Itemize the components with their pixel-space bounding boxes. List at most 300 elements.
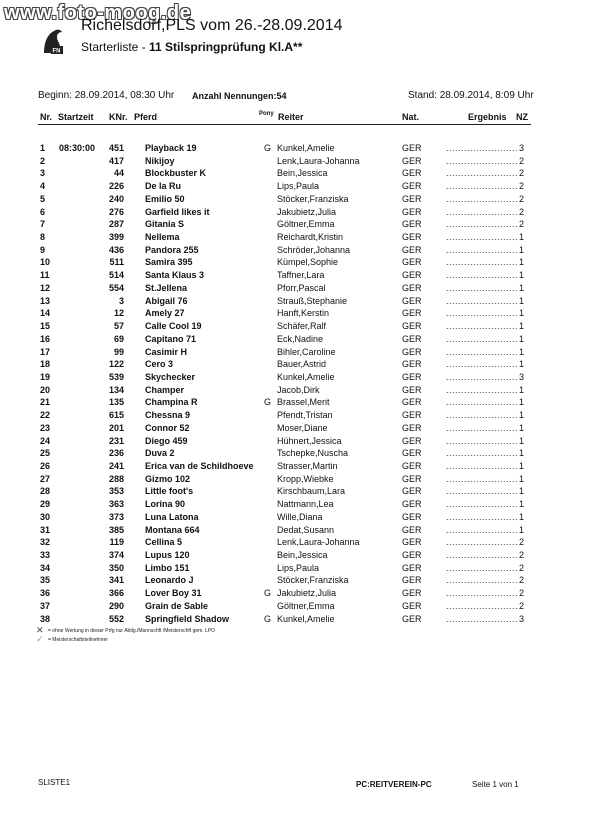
row-result: ........................: [446, 295, 519, 306]
row-knr: 69: [113, 333, 124, 344]
row-rider: Göltner,Emma: [277, 219, 335, 230]
start-time-info: Beginn: 28.09.2014, 08:30 Uhr: [38, 90, 175, 101]
row-nation: GER: [402, 448, 422, 459]
table-row: [0, 385, 596, 398]
row-rider: Lips,Paula: [277, 181, 320, 192]
row-nr: 8: [40, 232, 46, 243]
row-nation: GER: [402, 613, 422, 624]
page-subtitle: [81, 40, 302, 54]
row-nr: 13: [40, 295, 51, 306]
row-rider: Stöcker,Franziska: [277, 575, 349, 586]
row-rider: Bihler,Caroline: [277, 346, 336, 357]
row-rider: Hühnert,Jessica: [277, 435, 342, 446]
row-nation: GER: [402, 588, 422, 599]
row-nr: 28: [40, 486, 51, 497]
row-nr: 2: [40, 155, 46, 166]
row-rider: Kropp,Wiebke: [277, 473, 334, 484]
row-knr: 385: [108, 524, 124, 535]
row-nz: 1: [519, 397, 525, 408]
row-result: ........................: [446, 359, 519, 370]
row-nation: GER: [402, 270, 422, 281]
row-nr: 18: [40, 359, 51, 370]
row-knr: 240: [108, 193, 124, 204]
row-horse: Montana 664: [145, 524, 200, 535]
row-knr: 451: [108, 143, 124, 153]
row-nr: 21: [40, 397, 51, 408]
row-nr: 12: [40, 282, 51, 293]
row-nation: GER: [402, 397, 422, 408]
row-nr: 25: [40, 448, 51, 459]
row-nz: 3: [519, 143, 525, 153]
row-nation: GER: [402, 359, 422, 370]
row-nation: GER: [402, 550, 422, 561]
row-rider: Jakubietz,Julia: [277, 206, 337, 217]
row-knr: 119: [109, 537, 124, 548]
row-result: ........................: [446, 410, 519, 421]
row-result: ........................: [446, 282, 519, 293]
row-nation: GER: [402, 435, 422, 446]
logo-fn-text: FN: [52, 48, 61, 55]
row-rider: Strasser,Martin: [277, 461, 338, 471]
row-horse: Samira 395: [145, 257, 193, 268]
row-result: ........................: [446, 550, 519, 561]
row-horse: Pandora 255: [145, 244, 199, 255]
row-nz: 1: [519, 321, 525, 332]
row-result: ........................: [446, 511, 519, 522]
row-rider: Pfendt,Tristan: [277, 410, 333, 421]
watermark-text: www.foto-moog.de: [4, 2, 192, 24]
checkmark-icon: ✓: [36, 634, 44, 644]
row-nr: 1: [40, 143, 46, 153]
row-nr: 5: [40, 193, 46, 204]
row-horse: Gitania S: [145, 219, 185, 230]
row-horse: Garfield likes it: [145, 206, 210, 217]
row-knr: 363: [108, 499, 124, 510]
row-rider: Pforr,Pascal: [277, 282, 326, 293]
row-nz: 1: [519, 511, 525, 522]
row-knr: 12: [113, 308, 124, 319]
row-nr: 4: [40, 181, 46, 192]
table-row: [0, 512, 596, 525]
row-result: ........................: [446, 575, 519, 586]
row-horse: St.Jellena: [145, 282, 188, 293]
footer-page-number: Seite 1 von 1: [472, 780, 519, 789]
row-rider: Schröder,Johanna: [277, 244, 351, 255]
row-rider: Bein,Jessica: [277, 550, 328, 561]
row-nation: GER: [402, 486, 422, 497]
row-nation: GER: [402, 308, 422, 319]
row-result: ........................: [446, 562, 519, 573]
legend-championship: = Meisterschaftsteilnehmer: [48, 637, 108, 643]
table-row: [0, 588, 596, 601]
fn-horse-logo-icon: [40, 27, 64, 55]
row-nation: GER: [402, 257, 422, 268]
row-nz: 2: [519, 206, 525, 217]
row-rider: Lenk,Laura-Johanna: [277, 537, 360, 548]
row-result: ........................: [446, 219, 519, 230]
row-nation: GER: [402, 168, 422, 179]
row-nr: 11: [40, 270, 50, 281]
row-result: ........................: [446, 473, 519, 484]
row-g-flag: G: [264, 588, 272, 599]
row-knr: 226: [108, 181, 124, 192]
row-nz: 1: [519, 410, 525, 421]
table-row: [0, 143, 596, 156]
row-rider: Kirschbaum,Lara: [277, 486, 346, 497]
row-nz: 2: [519, 155, 525, 166]
row-nr: 15: [40, 321, 51, 332]
row-knr: 287: [108, 219, 124, 230]
row-nz: 1: [519, 308, 525, 319]
row-nz: 1: [519, 244, 525, 255]
row-nz: 1: [519, 448, 525, 459]
row-rider: Taffner,Lara: [277, 270, 325, 281]
row-nation: GER: [402, 321, 422, 332]
row-horse: Cero 3: [145, 359, 174, 370]
row-nz: 1: [519, 384, 525, 395]
row-rider: Bein,Jessica: [277, 168, 328, 179]
row-nation: GER: [402, 295, 422, 306]
row-horse: Capitano 71: [145, 333, 197, 344]
table-row: [0, 359, 596, 372]
row-nation: GER: [402, 575, 422, 586]
row-result: ........................: [446, 371, 519, 382]
col-header-pony: Pony: [259, 111, 274, 117]
table-row: [0, 486, 596, 499]
table-row: [0, 563, 596, 576]
row-nz: 2: [519, 588, 525, 599]
row-nation: GER: [402, 371, 422, 382]
row-horse: Little foot's: [145, 486, 194, 497]
row-knr: 417: [108, 155, 124, 166]
row-horse: Casimir H: [145, 346, 188, 357]
row-result: ........................: [446, 346, 519, 357]
row-horse: Duva 2: [145, 448, 175, 459]
row-nation: GER: [402, 232, 422, 243]
row-rider: Hanft,Kerstin: [277, 308, 330, 319]
row-result: ........................: [446, 308, 519, 319]
row-knr: 241: [108, 461, 124, 471]
row-nr: 17: [40, 346, 51, 357]
row-nr: 9: [40, 244, 46, 255]
row-nz: 1: [519, 346, 525, 357]
row-rider: Moser,Diane: [277, 422, 328, 433]
row-horse: Playback 19: [145, 143, 197, 153]
row-nr: 34: [40, 562, 51, 573]
row-nation: GER: [402, 524, 422, 535]
row-nz: 1: [519, 473, 525, 484]
row-rider: Tschepke,Nuscha: [277, 448, 349, 459]
row-nation: GER: [402, 600, 422, 611]
row-result: ........................: [446, 232, 519, 243]
row-horse: Grain de Sable: [145, 600, 209, 611]
row-nation: GER: [402, 422, 422, 433]
row-nation: GER: [402, 219, 422, 230]
row-nz: 1: [519, 270, 525, 281]
row-nation: GER: [402, 562, 422, 573]
row-rider: Bauer,Astrid: [277, 359, 327, 370]
entries-count: Anzahl Nennungen:54: [192, 91, 287, 101]
table-row: [0, 232, 596, 245]
row-result: ........................: [446, 270, 519, 281]
row-knr: 514: [108, 270, 124, 281]
table-row: [0, 537, 596, 550]
footer-report-id: SLISTE1: [38, 778, 71, 787]
row-horse: Nikijoy: [145, 155, 175, 166]
row-result: ........................: [446, 143, 519, 153]
row-knr: 44: [113, 168, 124, 179]
table-row: [0, 448, 596, 461]
row-horse: Blockbuster K: [145, 168, 207, 179]
table-row: [0, 461, 596, 474]
row-result: ........................: [446, 257, 519, 268]
row-nz: 1: [519, 499, 525, 510]
row-nz: 2: [519, 181, 525, 192]
row-rider: Kunkel,Amelie: [277, 613, 335, 624]
row-nation: GER: [402, 384, 422, 395]
row-nr: 7: [40, 219, 46, 230]
row-horse: Connor 52: [145, 422, 190, 433]
row-horse: Cellina 5: [145, 537, 183, 548]
row-knr: 511: [109, 257, 124, 268]
row-nr: 37: [40, 600, 51, 611]
row-nation: GER: [402, 511, 422, 522]
table-row: [0, 550, 596, 563]
row-nz: 1: [519, 257, 525, 268]
row-horse: Skychecker: [145, 371, 196, 382]
row-nz: 1: [519, 282, 525, 293]
table-row: [0, 181, 596, 194]
row-result: ........................: [446, 384, 519, 395]
row-nz: 2: [519, 550, 525, 561]
table-row: [0, 270, 596, 283]
row-start-time: 08:30:00: [59, 143, 96, 153]
row-rider: Nattmann,Lea: [277, 499, 334, 510]
row-nation: GER: [402, 346, 422, 357]
row-rider: Dedat,Susann: [277, 524, 335, 535]
row-horse: Champer: [145, 384, 185, 395]
row-horse: Emilio 50: [145, 193, 185, 204]
footer-computer: PC:REITVEREIN-PC: [356, 780, 432, 789]
row-nr: 36: [40, 588, 51, 599]
row-knr: 539: [108, 371, 124, 382]
table-row: [0, 168, 596, 181]
row-knr: 436: [108, 244, 124, 255]
row-knr: 134: [108, 384, 124, 395]
row-knr: 276: [108, 206, 124, 217]
row-nation: GER: [402, 282, 422, 293]
row-knr: 135: [108, 397, 124, 408]
row-result: ........................: [446, 155, 519, 166]
row-rider: Jacob,Dirk: [277, 384, 320, 395]
row-rider: Jakubietz,Julia: [277, 588, 337, 599]
row-knr: 57: [113, 321, 124, 332]
row-nation: GER: [402, 410, 422, 421]
table-row: [0, 525, 596, 538]
row-result: ........................: [446, 448, 519, 459]
col-header-ergebnis: Ergebnis: [468, 112, 507, 122]
col-header-nr: Nr.: [40, 112, 53, 122]
row-nr: 20: [40, 384, 51, 395]
row-nr: 6: [40, 206, 46, 217]
row-result: ........................: [446, 613, 519, 624]
table-row: [0, 156, 596, 169]
row-horse: Champina R: [145, 397, 198, 408]
row-knr: 236: [108, 448, 124, 459]
row-nr: 16: [40, 333, 51, 344]
row-knr: 374: [108, 550, 124, 561]
row-horse: Amely 27: [145, 308, 185, 319]
table-row: [0, 194, 596, 207]
row-nr: 29: [40, 499, 51, 510]
row-result: ........................: [446, 486, 519, 497]
row-knr: 554: [108, 282, 124, 293]
table-row: [0, 410, 596, 423]
table-row: [0, 257, 596, 270]
row-nz: 3: [519, 371, 525, 382]
table-row: [0, 575, 596, 588]
row-knr: 290: [108, 600, 124, 611]
row-horse: Erica van de Schildhoeve: [145, 461, 254, 471]
row-nation: GER: [402, 461, 422, 471]
row-result: ........................: [446, 600, 519, 611]
row-horse: Lupus 120: [145, 550, 190, 561]
table-row: [0, 397, 596, 410]
row-rider: Göltner,Emma: [277, 600, 335, 611]
subtitle-prefix: Starterliste -: [81, 40, 150, 54]
row-nation: GER: [402, 143, 422, 153]
row-result: ........................: [446, 499, 519, 510]
row-horse: Springfield Shadow: [145, 613, 230, 624]
row-nr: 35: [40, 575, 51, 586]
row-nation: GER: [402, 499, 422, 510]
row-rider: Stöcker,Franziska: [277, 193, 349, 204]
table-row: [0, 207, 596, 220]
row-nation: GER: [402, 206, 422, 217]
row-knr: 341: [108, 575, 124, 586]
row-nation: GER: [402, 333, 422, 344]
table-row: [0, 283, 596, 296]
row-result: ........................: [446, 397, 519, 408]
row-horse: Limbo 151: [145, 562, 190, 573]
row-nz: 1: [519, 524, 525, 535]
row-result: ........................: [446, 422, 519, 433]
row-nr: 26: [40, 461, 51, 471]
row-result: ........................: [446, 168, 519, 179]
table-row: [0, 347, 596, 360]
row-g-flag: G: [264, 613, 272, 624]
row-knr: 99: [113, 346, 124, 357]
row-rider: Reichardt,Kristin: [277, 232, 344, 243]
row-nr: 3: [40, 168, 46, 179]
table-row: [0, 308, 596, 321]
row-rider: Lips,Paula: [277, 562, 320, 573]
row-nz: 3: [519, 613, 525, 624]
row-nr: 22: [40, 410, 51, 421]
row-horse: Leonardo J: [145, 575, 194, 586]
subtitle-competition: 11 Stilspringprüfung Kl.A**: [149, 40, 303, 54]
row-horse: Calle Cool 19: [145, 321, 202, 332]
row-horse: Santa Klaus 3: [145, 270, 205, 281]
row-result: ........................: [446, 435, 519, 446]
row-result: ........................: [446, 537, 519, 548]
row-nation: GER: [402, 155, 422, 166]
cross-mark-icon: ✕: [36, 625, 44, 635]
row-horse: Lover Boy 31: [145, 588, 202, 599]
col-header-startzeit: Startzeit: [58, 112, 94, 122]
row-nz: 1: [519, 295, 525, 306]
row-nz: 2: [519, 168, 525, 179]
row-horse: Luna Latona: [145, 511, 199, 522]
table-row: [0, 219, 596, 232]
row-horse: De la Ru: [145, 181, 182, 192]
table-row: [0, 321, 596, 334]
row-knr: 201: [108, 422, 124, 433]
row-rider: Lenk,Laura-Johanna: [277, 155, 360, 166]
row-nr: 30: [40, 511, 51, 522]
col-header-reiter: Reiter: [278, 112, 304, 122]
row-nz: 2: [519, 537, 525, 548]
row-rider: Schäfer,Ralf: [277, 321, 327, 332]
table-row: [0, 245, 596, 258]
row-nr: 38: [40, 613, 51, 624]
row-nr: 19: [40, 371, 51, 382]
col-header-nat: Nat.: [402, 112, 420, 122]
row-nz: 2: [519, 562, 525, 573]
legend-no-rating: = ohne Wertung in dieser Prfg nur Abtlg./Mannschft /Meisterschft gem. LPO: [48, 628, 216, 634]
row-g-flag: G: [264, 143, 272, 153]
row-result: ........................: [446, 193, 519, 204]
row-knr: 3: [118, 295, 124, 306]
row-horse: Lorina 90: [145, 499, 186, 510]
row-nz: 1: [519, 359, 525, 370]
row-result: ........................: [446, 244, 519, 255]
row-rider: Kunkel,Amelie: [277, 143, 335, 153]
header-divider: [38, 124, 531, 125]
row-nr: 31: [40, 524, 51, 535]
row-result: ........................: [446, 206, 519, 217]
table-row: [0, 474, 596, 487]
row-result: ........................: [446, 524, 519, 535]
row-horse: Abigail 76: [145, 295, 188, 306]
row-nr: 24: [40, 435, 51, 446]
row-nz: 2: [519, 219, 525, 230]
row-nation: GER: [402, 473, 422, 484]
row-horse: Nellema: [145, 232, 180, 243]
row-result: ........................: [446, 181, 519, 192]
row-rider: Kunkel,Amelie: [277, 371, 335, 382]
row-horse: Gizmo 102: [145, 473, 191, 484]
row-nr: 32: [40, 537, 51, 548]
col-header-nz: NZ: [516, 112, 528, 122]
row-nz: 1: [519, 422, 525, 433]
col-header-knr: KNr.: [109, 112, 128, 122]
row-nz: 2: [519, 575, 525, 586]
row-nz: 1: [519, 232, 525, 243]
row-nation: GER: [402, 181, 422, 192]
table-row: [0, 601, 596, 614]
row-nr: 14: [40, 308, 51, 319]
row-rider: Eck,Nadine: [277, 333, 324, 344]
row-nz: 1: [519, 333, 525, 344]
row-rider: Wille,Diana: [277, 511, 323, 522]
row-result: ........................: [446, 461, 519, 471]
table-row: [0, 614, 596, 627]
row-nz: 1: [519, 486, 525, 497]
row-nz: 2: [519, 193, 525, 204]
row-knr: 373: [108, 511, 124, 522]
row-knr: 288: [108, 473, 124, 484]
